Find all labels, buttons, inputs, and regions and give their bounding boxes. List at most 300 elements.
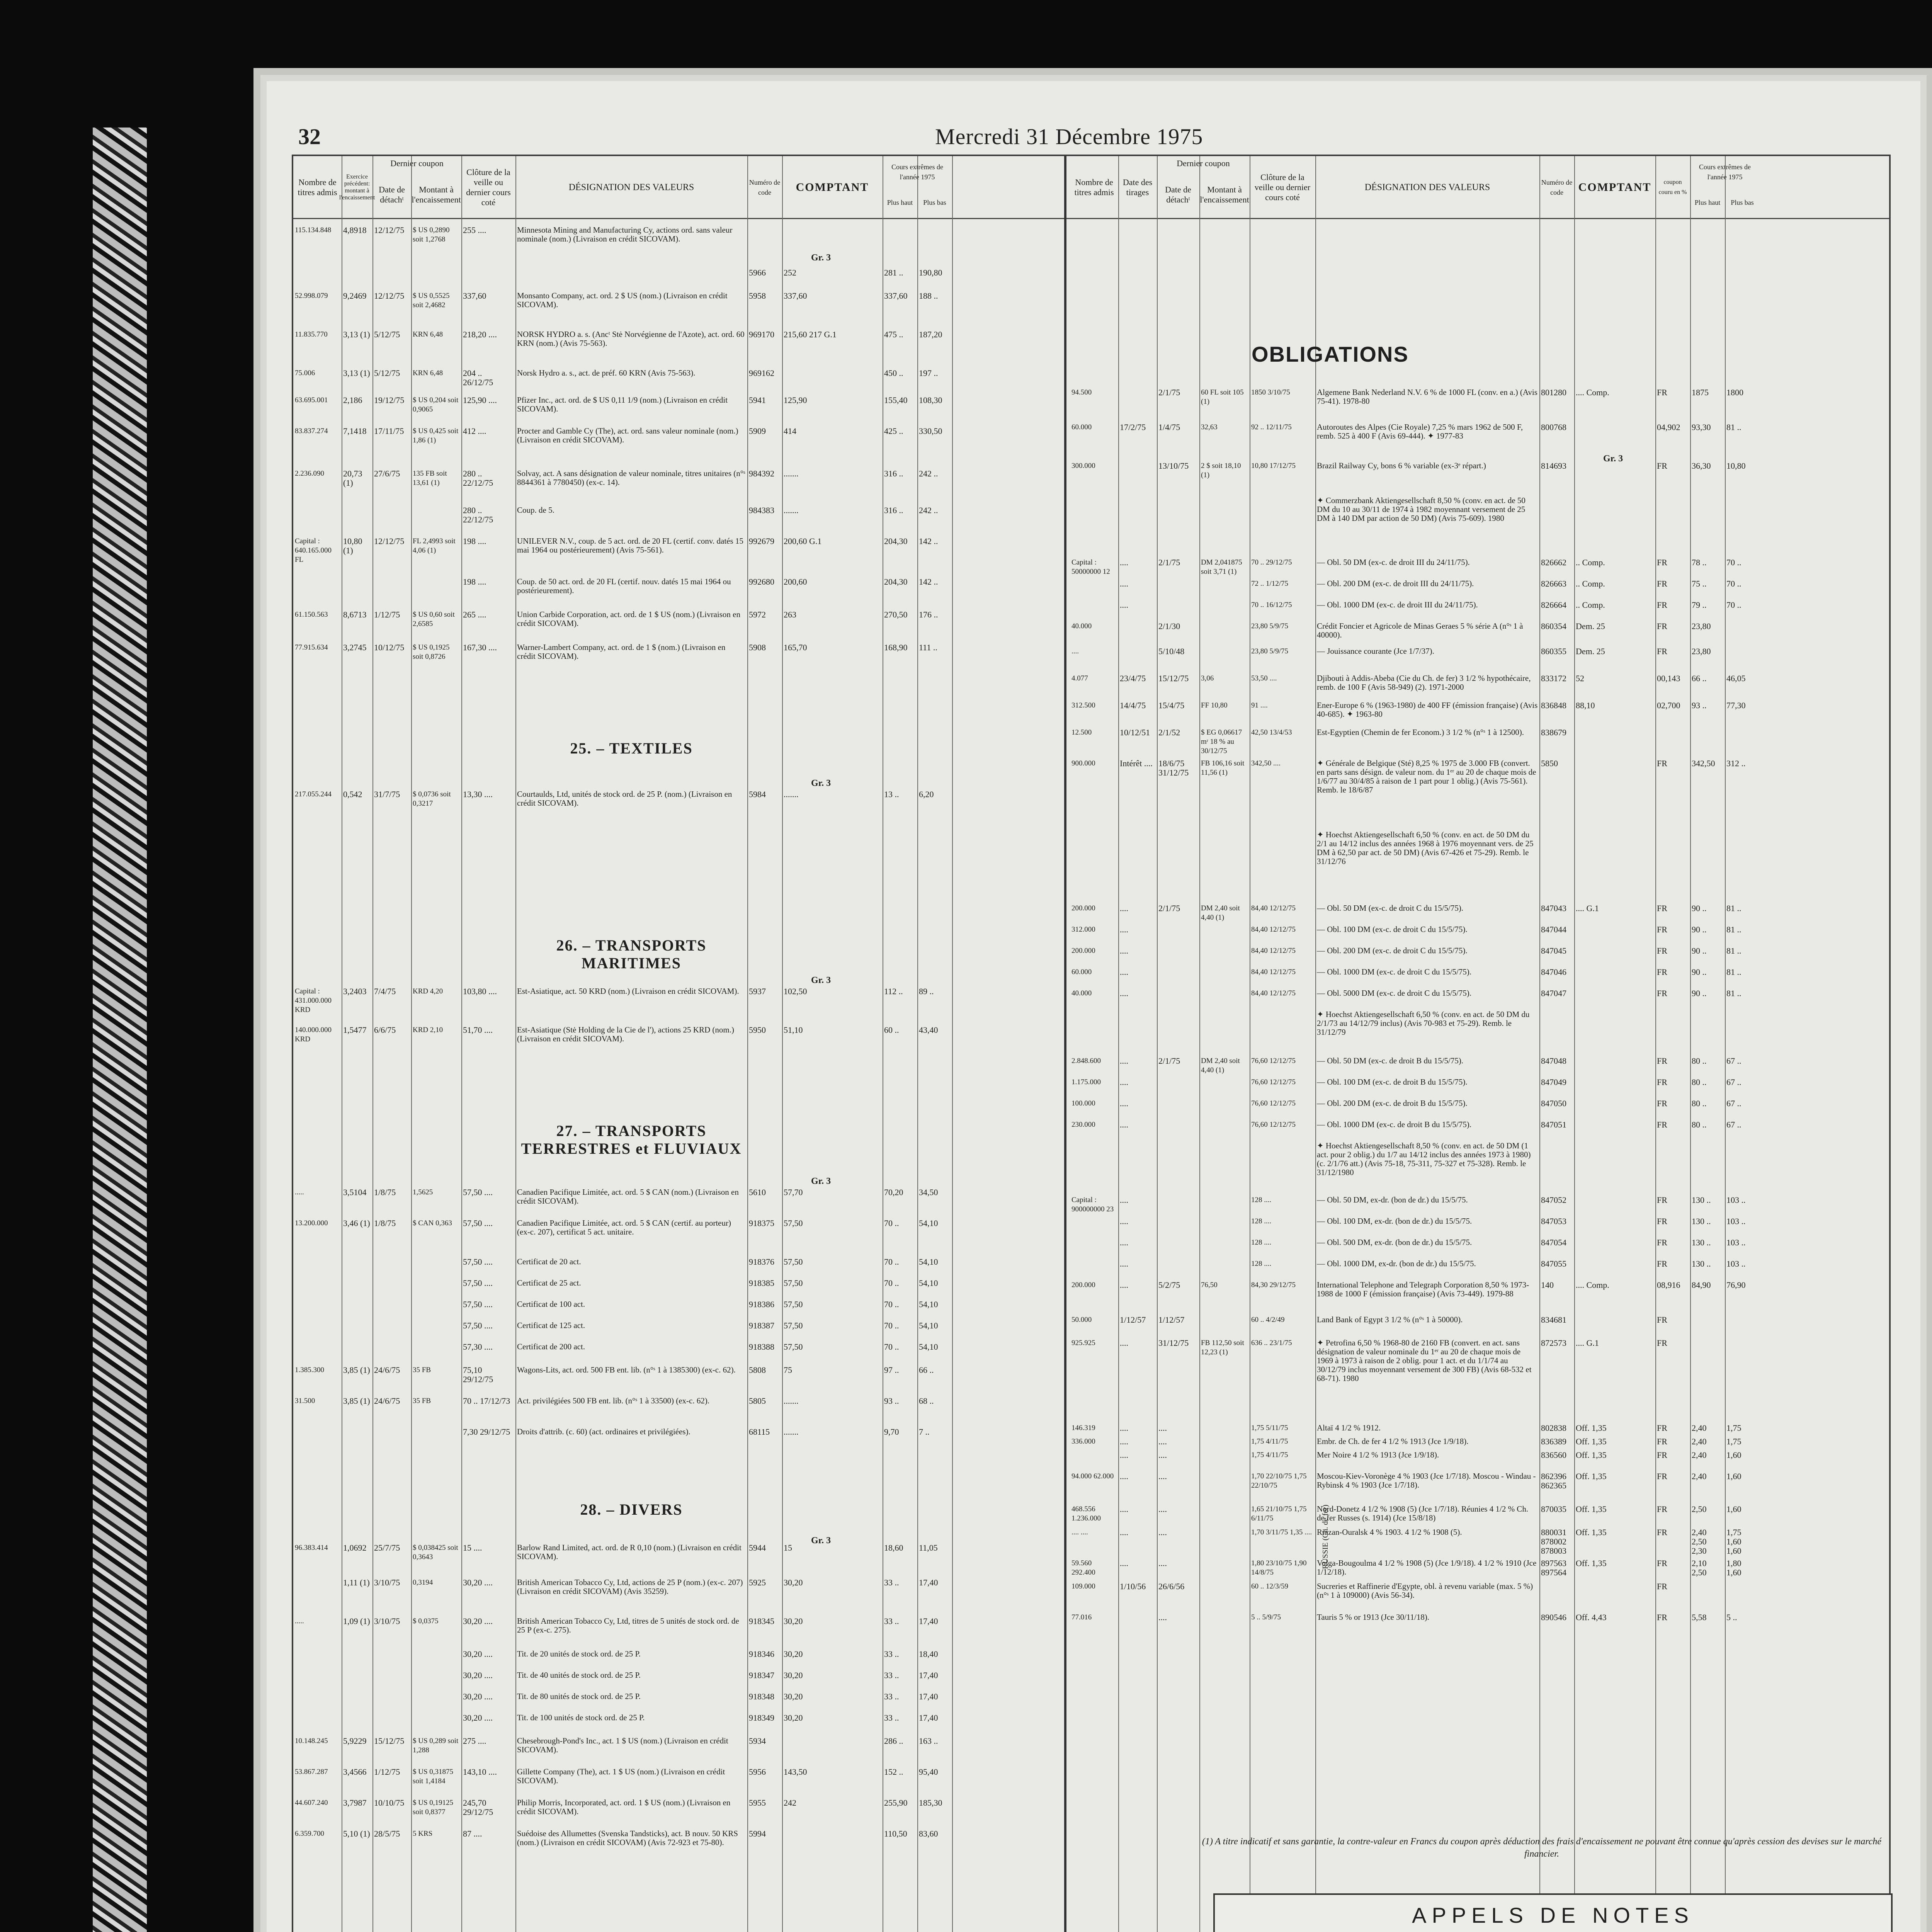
cell-desig: — Obl. 50 DM, ex-dr. (bon de dr.) du 15/5/75. xyxy=(1317,1195,1468,1204)
cell-cc: 02,700 xyxy=(1657,701,1680,710)
cell-code: 897563 897564 xyxy=(1541,1558,1566,1577)
cell-tir: .... xyxy=(1120,1077,1128,1087)
cell-date: .... xyxy=(1158,1450,1167,1460)
cell-tir: 1/10/56 xyxy=(1120,1582,1146,1591)
cell-bas: 1,80 1,60 xyxy=(1726,1558,1742,1577)
cell-haut: 90 .. xyxy=(1692,988,1707,998)
cell-tir: .... xyxy=(1120,1450,1128,1460)
cell-haut: 2,50 xyxy=(1692,1504,1707,1514)
cell-tir: 10/12/51 xyxy=(1120,728,1150,737)
cell-montant: 0,3194 xyxy=(413,1578,433,1587)
cell-code: 814693 xyxy=(1541,461,1566,471)
cell-ex: 3,46 (1) xyxy=(343,1218,370,1228)
cell-cloture: 167,30 .... xyxy=(463,643,497,652)
cell-ex: 1,09 (1) xyxy=(343,1616,370,1626)
cell-montant: 2 $ soit 18,10 (1) xyxy=(1201,462,1241,479)
cell-haut: 13 .. xyxy=(884,789,899,799)
cell-titres: 60.000 xyxy=(1071,968,1092,976)
cell-cc: FR xyxy=(1657,1582,1667,1591)
cell-haut: 36,30 xyxy=(1692,461,1711,471)
cell-bas: 34,50 xyxy=(919,1187,938,1197)
cell-cloture: 53,50 .... xyxy=(1251,674,1277,682)
cell-montant: FB 106,16 soit 11,56 (1) xyxy=(1201,759,1245,777)
cell-code: 5610 xyxy=(749,1187,766,1197)
cell-haut: 79 .. xyxy=(1692,600,1707,610)
cell-cloture: 636 .. 23/1/75 xyxy=(1251,1339,1292,1347)
cell-bas: 111 .. xyxy=(919,643,937,652)
cell-bas: 1,75 1,60 1,60 xyxy=(1726,1527,1742,1556)
cell-haut: 90 .. xyxy=(1692,903,1707,913)
cell-haut: 155,40 xyxy=(884,395,908,405)
cell-code: 918347 xyxy=(749,1670,774,1680)
appels-title: APPELS DE NOTES xyxy=(1412,1903,1694,1927)
cell-cc: FR xyxy=(1657,1527,1667,1537)
cell-ex: 3,4566 xyxy=(343,1767,367,1777)
cell-cloture: 57,50 .... xyxy=(463,1299,493,1309)
cell-code: 918388 xyxy=(749,1342,774,1352)
cell-code: 847051 xyxy=(1541,1120,1566,1129)
cell-montant: $ 0,038425 soit 0,3643 xyxy=(413,1544,458,1561)
cell-cloture: 103,80 .... xyxy=(463,986,497,996)
cell-bas: 18,40 xyxy=(919,1649,938,1659)
cell-tir: .... xyxy=(1120,1099,1128,1108)
cell-bas: 76,90 xyxy=(1726,1280,1746,1290)
cell-montant: $ US 0,31875 soit 1,4184 xyxy=(413,1768,454,1785)
cell-montant: KRN 6,48 xyxy=(413,330,443,338)
header-plus-bas: Plus bas xyxy=(923,199,946,206)
cell-code: 5805 xyxy=(749,1396,766,1406)
cell-bas: 70 .. xyxy=(1726,600,1742,610)
cell-cc: FR xyxy=(1657,1338,1667,1348)
cell-code: 847045 xyxy=(1541,946,1566,956)
cell-bas: 66 .. xyxy=(919,1365,934,1375)
cell-code: 826662 xyxy=(1541,558,1566,567)
cell-cloture: 337,60 xyxy=(463,291,486,301)
cell-ex: 2,186 xyxy=(343,395,362,405)
cell-titres: 77.016 xyxy=(1071,1613,1092,1621)
cell-haut: 2,40 xyxy=(1692,1471,1707,1481)
cell-cloture: 125,90 .... xyxy=(463,395,497,405)
cell-code: 847043 xyxy=(1541,903,1566,913)
cell-haut: 66 .. xyxy=(1692,673,1707,683)
cell-haut: 80 .. xyxy=(1692,1056,1707,1066)
cell-cloture: 57,30 .... xyxy=(463,1342,493,1352)
cell-tir: 14/4/75 xyxy=(1120,701,1146,710)
cell-montant: $ US 0,289 soit 1,288 xyxy=(413,1737,459,1754)
cell-bas: 17,40 xyxy=(919,1713,938,1723)
cell-desig: ✦ Petrofina 6,50 % 1968-80 de 2160 FB (convert. en act. sans désignation de valeur nominale du 1ᵉʳ au 20 de chaque mois de 1969 à 1973 à raison de 2 oblig. pour 1 act. et du 1/1/74 au 30/12/79 inclus moyennant versement de 300 FB) (Avis 68-532 et 68-71). 1980 xyxy=(1317,1338,1532,1383)
group-label: Gr. 3 xyxy=(811,975,831,985)
cell-bas: 6,20 xyxy=(919,789,934,799)
cell-desig: — Obl. 100 DM, ex-dr. (bon de dr.) du 15/5/75. xyxy=(1317,1216,1472,1226)
cell-ex: 1,0692 xyxy=(343,1543,367,1553)
russia-label: RUSSIE (Ch. de fer) xyxy=(1321,1505,1330,1569)
header-titres: Nombre de titres admis xyxy=(298,177,337,197)
cell-comptant: 263 xyxy=(784,610,796,619)
cell-titres: 2.236.090 xyxy=(295,469,324,478)
cell-desig: — Obl. 200 DM (ex-c. de droit III du 24/11/75). xyxy=(1317,579,1474,588)
cell-titres: 83.837.274 xyxy=(295,427,328,435)
cell-comptant: .... Comp. xyxy=(1576,388,1609,397)
cell-montant: $ CAN 0,363 xyxy=(413,1219,452,1227)
cell-montant: $ US 0,204 soit 0,9065 xyxy=(413,396,459,413)
cell-haut: 70 .. xyxy=(884,1342,899,1352)
cell-haut: 33 .. xyxy=(884,1670,899,1680)
cell-date: .... xyxy=(1158,1527,1167,1537)
cell-cloture: 75,10 29/12/75 xyxy=(463,1365,493,1384)
cell-desig: Procter and Gamble Cy (The), act. ord. sans valeur nominale (nom.) (Livraison en crédit SICOVAM). xyxy=(517,426,738,444)
cell-bas: 1,60 xyxy=(1726,1504,1742,1514)
cell-desig: Crédit Foncier et Agricole de Minas Geraes 5 % série A (n°ˢ 1 à 40000). xyxy=(1317,621,1523,639)
cell-cloture: 13,30 .... xyxy=(463,789,493,799)
cell-desig: Minnesota Mining and Manufacturing Cy, actions ord. sans valeur nominale (nom.) (Livraison en crédit SICOVAM). xyxy=(517,225,733,243)
cell-titres: 75.006 xyxy=(295,369,315,377)
cell-code: 838679 xyxy=(1541,728,1566,737)
cell-ex: 7,1418 xyxy=(343,426,367,436)
cell-comptant: ....... xyxy=(784,469,799,478)
cell-ex: 8,6713 xyxy=(343,610,367,619)
cell-haut: 1875 xyxy=(1692,388,1709,397)
cell-bas: 142 .. xyxy=(919,577,938,587)
cell-titres: 900.000 xyxy=(1071,759,1095,767)
header-r-designation: DÉSIGNATION DES VALEURS xyxy=(1364,182,1490,192)
cell-cloture: 57,50 .... xyxy=(463,1257,493,1267)
cell-bas: 17,40 xyxy=(919,1578,938,1587)
cell-bas: 1,75 xyxy=(1726,1437,1742,1446)
cell-ex: 5,10 (1) xyxy=(343,1829,370,1838)
cell-date: 24/6/75 xyxy=(374,1365,400,1375)
cell-ex: 4,8918 xyxy=(343,225,367,235)
cell-bas: 1,60 xyxy=(1726,1471,1742,1481)
cell-code: 836560 xyxy=(1541,1450,1566,1460)
cell-desig: Norsk Hydro a. s., act. de préf. 60 KRN (Avis 75-563). xyxy=(517,368,696,378)
cell-comptant: .. Comp. xyxy=(1576,600,1605,610)
cell-comptant: 414 xyxy=(784,426,796,436)
cell-date: 13/10/75 xyxy=(1158,461,1189,471)
cell-date: 5/10/48 xyxy=(1158,646,1185,656)
cell-code: 847055 xyxy=(1541,1259,1566,1269)
cell-tir: .... xyxy=(1120,1471,1128,1481)
cell-comptant: .... G.1 xyxy=(1576,1338,1599,1348)
cell-tir: 1/12/57 xyxy=(1120,1315,1146,1325)
cell-code: 5909 xyxy=(749,426,766,436)
cell-comptant: Off. 1,35 xyxy=(1576,1450,1607,1460)
cell-desig: Canadien Pacifique Limitée, act. ord. 5 $ CAN (certif. au porteur) (ex-c. 207), certificat 5 act. unitaire. xyxy=(517,1218,731,1236)
cell-titres: 925.925 xyxy=(1071,1339,1095,1347)
cell-cloture: 342,50 .... xyxy=(1251,759,1281,767)
right-group-label: Gr. 3 xyxy=(1603,454,1623,464)
cell-cc: FR xyxy=(1657,759,1667,768)
cell-code: 918345 xyxy=(749,1616,774,1626)
cell-titres: 52.998.079 xyxy=(295,292,328,300)
cell-cc: FR xyxy=(1657,1471,1667,1481)
cell-titres: 115.134.848 xyxy=(295,226,332,234)
cell-date: .... xyxy=(1158,1612,1167,1622)
cell-cloture: 7,30 29/12/75 xyxy=(463,1427,510,1437)
cell-comptant: 57,50 xyxy=(784,1299,803,1309)
cell-cc: FR xyxy=(1657,461,1667,471)
cell-desig: Act. privilégiées 500 FB ent. lib. (n°ˢ 1 à 33500) (ex-c. 62). xyxy=(517,1396,710,1405)
cell-cc: FR xyxy=(1657,1099,1667,1108)
cell-desig: Est-Egyptien (Chemin de fer Econom.) 3 1/2 % (n°ˢ 1 à 12500). xyxy=(1317,728,1524,737)
cell-code: 826663 xyxy=(1541,579,1566,588)
cell-comptant: 88,10 xyxy=(1576,701,1595,710)
cell-haut: 2,10 2,50 xyxy=(1692,1558,1707,1577)
cell-haut: 97 .. xyxy=(884,1365,899,1375)
cell-date: 24/6/75 xyxy=(374,1396,400,1406)
cell-cloture: 30,20 .... xyxy=(463,1649,493,1659)
cell-cloture: 1,70 22/10/75 1,75 22/10/75 xyxy=(1251,1472,1307,1490)
cell-bas: 54,10 xyxy=(919,1257,938,1267)
cell-comptant: Off. 1,35 xyxy=(1576,1471,1607,1481)
cell-titres: 96.383.414 xyxy=(295,1544,328,1552)
header-code: Numéro de code xyxy=(749,179,781,196)
cell-haut: 255,90 xyxy=(884,1798,908,1808)
cell-desig: NORSK HYDRO a. s. (Ancᵗ Stė Norvégienne de l'Azote), act. ord. 60 KRN (nom.) (Avis 75-563). xyxy=(517,330,745,348)
cell-haut: 270,50 xyxy=(884,610,908,619)
cell-haut: 5,58 xyxy=(1692,1612,1707,1622)
cell-date: 12/12/75 xyxy=(374,291,405,301)
cell-desig: Wagons-Lits, act. ord. 500 FB ent. lib. (n°ˢ 1 à 1385300) (ex-c. 62). xyxy=(517,1365,736,1374)
cell-desig: Moscou-Kiev-Voronège 4 % 1903 (Jce 1/7/18). Moscou - Windau - Rybinsk 4 % 1903 (Jce 1/7/18). xyxy=(1317,1471,1536,1490)
cell-date: 1/8/75 xyxy=(374,1187,396,1197)
cell-tir: .... xyxy=(1120,1259,1128,1269)
page-number: 32 xyxy=(298,124,321,149)
cell-tir: .... xyxy=(1120,1195,1128,1205)
header-designation: DÉSIGNATION DES VALEURS xyxy=(568,182,694,192)
cell-desig: Riazan-Ouralsk 4 % 1903. 4 1/2 % 1908 (5). xyxy=(1317,1527,1462,1537)
cell-montant: 60 FL soit 105 (1) xyxy=(1201,388,1244,406)
cell-cloture: 143,10 .... xyxy=(463,1767,497,1777)
cell-desig: Certificat de 25 act. xyxy=(517,1278,581,1287)
cell-code: 880031 878002 878003 xyxy=(1541,1527,1566,1556)
cell-bas: 10,80 xyxy=(1726,461,1746,471)
cell-date: 12/12/75 xyxy=(374,225,405,235)
cell-haut: 23,80 xyxy=(1692,621,1711,631)
cell-code: 5984 xyxy=(749,789,766,799)
cell-titres: .... xyxy=(1071,647,1079,655)
group-label: Gr. 3 xyxy=(811,253,831,263)
cell-montant: $ US 0,425 soit 1,86 (1) xyxy=(413,427,459,444)
cell-comptant: Off. 1,35 xyxy=(1576,1423,1607,1433)
cell-cc: FR xyxy=(1657,1238,1667,1247)
cell-bas: 187,20 xyxy=(919,330,942,339)
cell-date: 2/1/30 xyxy=(1158,621,1180,631)
cell-date: 3/10/75 xyxy=(374,1616,400,1626)
cell-haut: 2,40 2,50 2,30 xyxy=(1692,1527,1707,1556)
cell-desig: Tauris 5 % or 1913 (Jce 30/11/18). xyxy=(1317,1612,1430,1622)
cell-bas: 46,05 xyxy=(1726,673,1746,683)
cell-cloture: 275 .... xyxy=(463,1736,486,1746)
cell-tir: .... xyxy=(1120,967,1128,977)
cell-bas: 7 .. xyxy=(919,1427,930,1437)
cell-desig: UNILEVER N.V., coup. de 5 act. ord. de 20 FL (certif. conv. datés 15 mai 1964 ou postérieurement) (Avis 75-561). xyxy=(517,536,743,554)
cell-code: 5937 xyxy=(749,986,766,996)
cell-haut: 70 .. xyxy=(884,1299,899,1309)
cell-haut: 33 .. xyxy=(884,1713,899,1723)
cell-comptant: 30,20 xyxy=(784,1649,803,1659)
cell-code: 847046 xyxy=(1541,967,1566,977)
cell-titres: 4.077 xyxy=(1071,674,1088,682)
cell-cloture: 265 .... xyxy=(463,610,486,619)
cell-cc: FR xyxy=(1657,1120,1667,1129)
cell-desig: — Obl. 50 DM (ex-c. de droit C du 15/5/75). xyxy=(1317,903,1464,913)
cell-desig: International Telephone and Telegraph Corporation 8,50 % 1973-1988 de 1000 F (émission française) (Avis 73-449). 1979-88 xyxy=(1317,1280,1529,1298)
cell-comptant: 15 xyxy=(784,1543,792,1553)
cell-comptant: 30,20 xyxy=(784,1670,803,1680)
cell-haut: 33 .. xyxy=(884,1578,899,1587)
cell-comptant: ....... xyxy=(784,1396,799,1406)
cell-haut: 33 .. xyxy=(884,1649,899,1659)
cell-comptant: Off. 1,35 xyxy=(1576,1558,1607,1568)
cell-ex: 1,5477 xyxy=(343,1025,367,1035)
cell-desig: Certificat de 200 act. xyxy=(517,1342,585,1351)
cell-haut: 70 .. xyxy=(884,1218,899,1228)
header-cours-extremes: Cours extrêmes de l'année 1975 xyxy=(891,163,943,181)
cell-cloture: 1,75 5/11/75 xyxy=(1251,1424,1288,1432)
cell-haut: 75 .. xyxy=(1692,579,1707,588)
cell-tir: .... xyxy=(1120,1120,1128,1129)
cell-code: 984392 xyxy=(749,469,774,478)
cell-montant: $ US 0,1925 soit 0,8726 xyxy=(413,643,450,661)
cell-date: 28/5/75 xyxy=(374,1829,400,1838)
cell-comptant: .... G.1 xyxy=(1576,903,1599,913)
cell-date: 15/4/75 xyxy=(1158,701,1185,710)
cell-haut: 18,60 xyxy=(884,1543,903,1553)
cell-cloture: 198 .... xyxy=(463,577,486,587)
cell-tir: Intérêt .... xyxy=(1120,759,1153,768)
cell-comptant: 125,90 xyxy=(784,395,807,405)
cell-bas: 103 .. xyxy=(1726,1216,1746,1226)
cell-desig: — Obl. 100 DM (ex-c. de droit C du 15/5/75). xyxy=(1317,925,1468,934)
cell-montant: $ US 0,5525 soit 2,4682 xyxy=(413,292,450,309)
cell-titres: Capital : 50000000 12 xyxy=(1071,558,1110,576)
cell-haut: 204,30 xyxy=(884,536,908,546)
cell-bas: 81 .. xyxy=(1726,925,1742,934)
section-title: 26. – TRANSPORTS MARITIMES xyxy=(556,937,707,972)
cell-titres: 44.607.240 xyxy=(295,1799,328,1807)
cell-titres: 77.915.634 xyxy=(295,643,328,651)
cell-date: 5/12/75 xyxy=(374,368,400,378)
cell-bas: 17,40 xyxy=(919,1670,938,1680)
cell-cloture: 84,40 12/12/75 xyxy=(1251,904,1296,912)
cell-date: 1/12/57 xyxy=(1158,1315,1185,1325)
cell-desig: Tit. de 20 unités de stock ord. de 25 P. xyxy=(517,1649,641,1658)
cell-date: .... xyxy=(1158,1471,1167,1481)
cell-titres: 230.000 xyxy=(1071,1121,1095,1129)
cell-ex: 3,85 (1) xyxy=(343,1396,370,1406)
header-r-cours-extremes: Cours extrêmes de l'année 1975 xyxy=(1699,163,1751,181)
cell-cc: 00,143 xyxy=(1657,673,1680,683)
cell-haut: 93 .. xyxy=(884,1396,899,1406)
middle-divider xyxy=(1064,156,1066,1932)
cell-bas: 1800 xyxy=(1726,388,1743,397)
cell-bas: 103 .. xyxy=(1726,1238,1746,1247)
cell-montant: 35 FB xyxy=(413,1397,431,1405)
cell-ex: 3,85 (1) xyxy=(343,1365,370,1375)
cell-bas: 83,60 xyxy=(919,1829,938,1838)
cell-code: 833172 xyxy=(1541,673,1566,683)
cell-comptant: 51,10 xyxy=(784,1025,803,1035)
cell-montant: 35 FB xyxy=(413,1366,431,1374)
cell-comptant: 200,60 xyxy=(784,577,807,587)
cell-code: 5972 xyxy=(749,610,766,619)
cell-haut: 112 .. xyxy=(884,986,903,996)
cell-haut: 130 .. xyxy=(1692,1259,1711,1269)
cell-haut: 80 .. xyxy=(1692,1120,1707,1129)
cell-date: 2/1/75 xyxy=(1158,558,1180,567)
cell-cloture: 84,40 12/12/75 xyxy=(1251,925,1296,934)
cell-bas: 312 .. xyxy=(1726,759,1746,768)
cell-desig: Autoroutes des Alpes (Cie Royale) 7,25 % mars 1962 de 500 F, remb. 525 à 400 F (Avis 69-444). ✦ 1977-83 xyxy=(1317,422,1523,440)
cell-code: 5958 xyxy=(749,291,766,301)
cell-haut: 33 .. xyxy=(884,1692,899,1701)
cell-code: 969170 xyxy=(749,330,774,339)
cell-ex: 3,13 (1) xyxy=(343,368,370,378)
cell-bas: 1,60 xyxy=(1726,1450,1742,1460)
page-date: Mercredi 31 Décembre 1975 xyxy=(935,124,1203,149)
cell-titres: Capital : 431.000.000 KRD xyxy=(295,987,332,1014)
appels-de-notes-box xyxy=(1213,1893,1893,1932)
cell-date: 18/6/75 31/12/75 xyxy=(1158,759,1189,777)
cell-desig: Warner-Lambert Company, act. ord. de 1 $ (nom.) (Livraison en crédit SICOVAM). xyxy=(517,643,726,661)
cell-cloture: 76,60 12/12/75 xyxy=(1251,1057,1296,1065)
cell-tir: .... xyxy=(1120,946,1128,956)
cell-date: 31/12/75 xyxy=(1158,1338,1189,1348)
group-label: Gr. 3 xyxy=(811,1176,831,1186)
cell-cloture: 51,70 .... xyxy=(463,1025,493,1035)
cell-tir: .... xyxy=(1120,903,1128,913)
cell-code: 860354 xyxy=(1541,621,1566,631)
cell-code: 918348 xyxy=(749,1692,774,1701)
cell-cloture: 30,20 .... xyxy=(463,1713,493,1723)
cell-cloture: 76,60 12/12/75 xyxy=(1251,1078,1296,1086)
cell-desig: Philip Morris, Incorporated, act. ord. 1 $ US (nom.) (Livraison en crédit SICOVAM). xyxy=(517,1798,731,1816)
cell-cloture: 84,40 12/12/75 xyxy=(1251,989,1296,997)
cell-titres: .... .... xyxy=(1071,1528,1088,1536)
cell-bas: 54,10 xyxy=(919,1299,938,1309)
cell-code: 801280 xyxy=(1541,388,1566,397)
cell-date: 6/6/75 xyxy=(374,1025,396,1035)
cell-ex: 3,7987 xyxy=(343,1798,367,1808)
cell-bas: 95,40 xyxy=(919,1767,938,1777)
header-r-tirages: Date des tirages xyxy=(1122,177,1153,197)
cell-date: 5/12/75 xyxy=(374,330,400,339)
cell-date: 12/12/75 xyxy=(374,536,405,546)
cell-cloture: 280 .. 22/12/75 xyxy=(463,469,493,488)
cell-titres: 40.000 xyxy=(1071,989,1092,997)
cell-haut: 450 .. xyxy=(884,368,903,378)
cell-desig: Certificat de 125 act. xyxy=(517,1321,585,1330)
cell-cloture: 87 .... xyxy=(463,1829,482,1838)
cell-cc: FR xyxy=(1657,558,1667,567)
cell-tir: .... xyxy=(1120,925,1128,934)
cell-code: 5934 xyxy=(749,1736,766,1746)
cell-tir: .... xyxy=(1120,1527,1128,1537)
cell-bas: 54,10 xyxy=(919,1342,938,1352)
cell-code: 969162 xyxy=(749,368,774,378)
cell-cc: FR xyxy=(1657,1315,1667,1325)
cell-cloture: 204 .. 26/12/75 xyxy=(463,368,493,387)
cell-bas: 77,30 xyxy=(1726,701,1746,710)
cell-haut: 93,30 xyxy=(1692,422,1711,432)
header-dernier-coupon: Dernier coupon xyxy=(390,158,444,168)
cell-ex: 3,13 (1) xyxy=(343,330,370,339)
cell-code: 918349 xyxy=(749,1713,774,1723)
cell-cloture: 84,40 12/12/75 xyxy=(1251,968,1296,976)
cell-titres: Capital : 640.165.000 FL xyxy=(295,537,332,564)
cell-titres: 109.000 xyxy=(1071,1582,1095,1590)
